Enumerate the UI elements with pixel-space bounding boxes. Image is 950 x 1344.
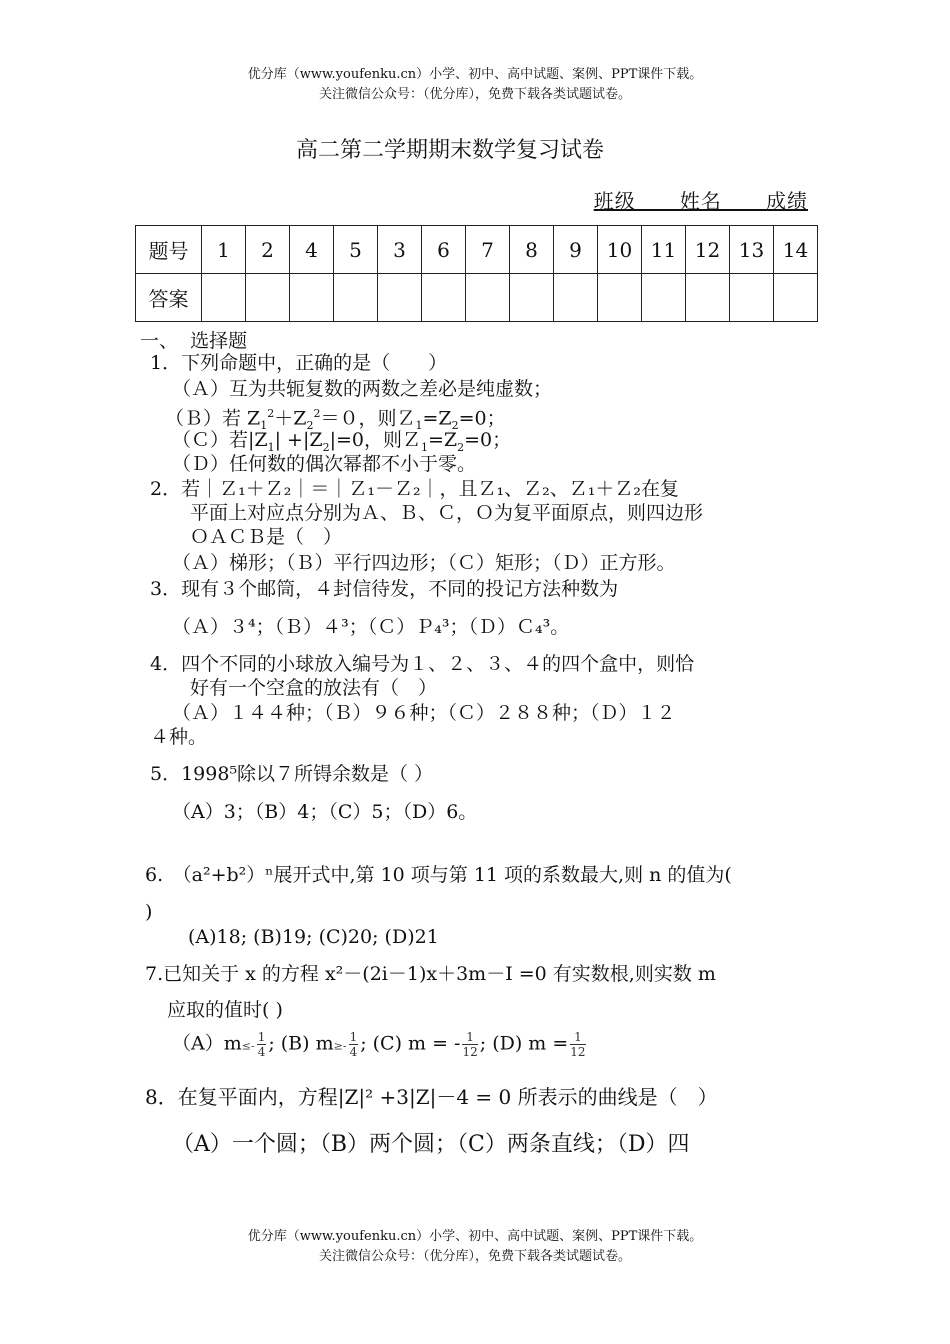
question-number: 5	[334, 226, 378, 274]
q2-options: （Ａ）梯形；（Ｂ）平行四边形；（Ｃ）矩形；（Ｄ）正方形。	[172, 552, 676, 574]
answer-cell[interactable]	[730, 274, 774, 322]
table-row	[136, 274, 818, 322]
row-label: 答案	[136, 274, 202, 322]
footer-line-2: 关注微信公众号：（优分库），免费下载各类试题试卷。	[318, 1249, 631, 1264]
q4-line-2: 好有一个空盒的放法有（ ）	[190, 677, 438, 699]
answer-cell[interactable]	[774, 274, 818, 322]
question-number: 11	[642, 226, 686, 274]
question-number: 1	[202, 226, 246, 274]
q2-line-2: 平面上对应点分别为Ａ、Ｂ、Ｃ，Ｏ为复平面原点，则四边形	[190, 502, 704, 524]
question-number: 6	[422, 226, 466, 274]
q1-option-b: （Ｂ）若 $Z_1^2+Z_2^2=0$，则$Z_1=Z_2=0$；	[165, 407, 506, 433]
header-line-2: 关注微信公众号：（优分库），免费下载各类试题试卷。	[318, 87, 631, 102]
question-number: 14	[774, 226, 818, 274]
q7-options: （A）m≤- $\frac{1}{4}$ ; (B) m≥- $\frac{1}{4}$ ; (C) m = - $\frac{1}{12}$ ; (D) m = $\frac{1}{12}$	[172, 1030, 586, 1059]
student-info: 班级 姓名 成绩	[593, 189, 808, 213]
q6-options: (A)18; (B)19; (C)20; (D)21	[188, 926, 439, 948]
q7-line-1: 7.已知关于 x 的方程 x²－(2i－1)x＋3m－I =0 有实数根,则实数 m	[145, 963, 716, 985]
q3-stem: 3．现有３个邮筒，４封信待发，不同的投记方法种数为	[150, 578, 619, 600]
page-title: 高二第二学期期末数学复习试卷	[295, 138, 604, 163]
q5-stem: 5．1998⁵除以７所锝余数是（ ）	[150, 763, 434, 785]
question-number: 4	[290, 226, 334, 274]
row-label: 题号	[136, 226, 202, 274]
answer-cell[interactable]	[686, 274, 730, 322]
q3-options: （Ａ）３⁴；（Ｂ）４³；（Ｃ）Ｐ₄³；（Ｄ）Ｃ₄³。	[172, 616, 570, 638]
q5-options: （A）3；（B）4；（C）5；（D）6。	[172, 801, 478, 823]
answer-cell[interactable]	[334, 274, 378, 322]
q8-line-1: 8．在复平面内，方程|Z|² +3|Z|－4 = 0 所表示的曲线是（ ）	[145, 1085, 718, 1109]
question-number: 9	[554, 226, 598, 274]
fraction: $\frac{1}{4}$	[349, 1030, 358, 1059]
question-number: 8	[510, 226, 554, 274]
fraction: $\frac{1}{4}$	[257, 1030, 266, 1059]
question-number: 3	[378, 226, 422, 274]
answer-cell[interactable]	[422, 274, 466, 322]
answer-cell[interactable]	[290, 274, 334, 322]
answer-cell[interactable]	[598, 274, 642, 322]
question-number: 12	[686, 226, 730, 274]
footer-line-1: 优分库（www.youfenku.cn）小学、初中、高中试题、案例、PPT课件下载。	[247, 1229, 703, 1244]
q4-line-4: ４种。	[150, 726, 208, 748]
q2-line-1: 2．若｜Ｚ₁＋Ｚ₂｜＝｜Ｚ₁－Ｚ₂｜，且Ｚ₁、Ｚ₂、Ｚ₁＋Ｚ₂在复	[150, 478, 680, 500]
q1-option-a: （Ａ）互为共轭复数的两数之差必是纯虚数；	[172, 378, 553, 400]
q1-option-c: （Ｃ）若$|Z_1| +|Z_2|=0$，则$Z_1=Z_2=0$；	[172, 429, 512, 454]
q8-line-2: （A）一个圆；（B）两个圆；（C）两条直线；（D）四	[172, 1132, 690, 1157]
answer-cell[interactable]	[246, 274, 290, 322]
q1-stem: 1．下列命题中，正确的是（ ）	[150, 352, 448, 374]
answer-cell[interactable]	[202, 274, 246, 322]
answer-cell[interactable]	[510, 274, 554, 322]
question-number: 10	[598, 226, 642, 274]
answer-cell[interactable]	[642, 274, 686, 322]
section-heading: 一、 选择题	[140, 330, 248, 352]
q6-line-2: )	[145, 901, 153, 923]
answer-cell[interactable]	[466, 274, 510, 322]
question-number: 13	[730, 226, 774, 274]
q4-line-1: 4．四个不同的小球放入编号为１、２、３、４的四个盒中，则恰	[150, 653, 695, 675]
question-number: 7	[466, 226, 510, 274]
q7-line-2: 应取的值时( )	[167, 999, 283, 1021]
table-row	[136, 226, 818, 274]
question-number: 2	[246, 226, 290, 274]
answer-cell[interactable]	[554, 274, 598, 322]
header-line-1: 优分库（www.youfenku.cn）小学、初中、高中试题、案例、PPT课件下载。	[247, 67, 703, 82]
q6-line-1: 6. （a²+b²）ⁿ展开式中,第 10 项与第 11 项的系数最大,则 n 的值为(	[145, 864, 732, 886]
q2-line-3: ＯＡＣＢ是（ ）	[190, 526, 343, 548]
answer-table	[135, 225, 818, 322]
q1-option-d: （Ｄ）任何数的偶次幂都不小于零。	[172, 453, 477, 475]
fraction: $\frac{1}{12}$	[570, 1030, 586, 1059]
fraction: $\frac{1}{12}$	[462, 1030, 478, 1059]
answer-cell[interactable]	[378, 274, 422, 322]
q4-line-3: （Ａ）１４４种；（Ｂ）９６种；（Ｃ）２８８种；（Ｄ）１２	[172, 702, 676, 724]
